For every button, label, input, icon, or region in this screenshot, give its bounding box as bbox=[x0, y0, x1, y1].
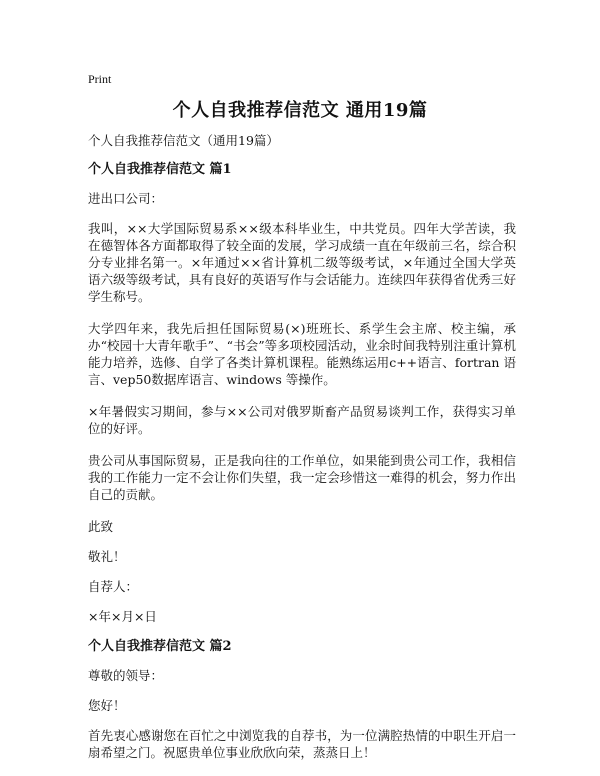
section-heading-1: 个人自我推荐信范文 篇1 bbox=[88, 162, 232, 177]
closing-line: 敬礼！ bbox=[88, 549, 126, 564]
letter-salutation: 进出口公司： bbox=[88, 191, 164, 206]
document-subtitle: 个人自我推荐信范文（通用19篇） bbox=[88, 133, 279, 148]
paragraph: 贵公司从事国际贸易，正是我向往的工作单位，如果能到贵公司工作，我相信我的工作能力一定不会让你们失望，我一定会珍惜这一难得的机会，努力作出自己的贡献。 bbox=[88, 453, 516, 502]
recommender-line: 自荐人： bbox=[88, 579, 139, 594]
paragraph: 我叫，××大学国际贸易系××级本科毕业生，中共党员。四年大学苦读，我在德智体各方面都取得了较全面的发展，学习成绩一直在年级前三名，综合积分专业排名第一。×年通过××省计算机二级等级考试，×年通过全国大学英语六级等级考试，具有良好的英语写作与会话能力。连续四年获得省优秀三好学生称号。 bbox=[88, 221, 516, 304]
section-heading-2: 个人自我推荐信范文 篇2 bbox=[88, 639, 232, 654]
page-title: 个人自我推荐信范文 通用19篇 bbox=[172, 100, 428, 121]
date-line: ×年×月×日 bbox=[88, 609, 157, 624]
paragraph: 大学四年来，我先后担任国际贸易(×)班班长、系学生会主席、校主编，承办“校园十大青年歌手”、“书会”等多项校园活动，业余时间我特别注重计算机能力培养，选修、自学了各类计算机课程。能熟练运用c++语言、fortran 语言、vep50数据库语言、windows 等操作。 bbox=[88, 321, 516, 387]
print-label: Print bbox=[88, 72, 112, 86]
paragraph: ×年暑假实习期间，参与××公司对俄罗斯畜产品贸易谈判工作，获得实习单位的好评。 bbox=[88, 404, 516, 436]
document-body bbox=[88, 132, 516, 776]
closing-line: 此致 bbox=[88, 519, 114, 534]
letter-greeting: 您好！ bbox=[88, 698, 126, 713]
letter-salutation: 尊敬的领导： bbox=[88, 668, 164, 683]
paragraph: 首先衷心感谢您在百忙之中浏览我的自荐书，为一位满腔热情的中职生开启一扇希望之门。祝愿贵单位事业欣欣向荣，蒸蒸日上！ bbox=[88, 728, 516, 760]
